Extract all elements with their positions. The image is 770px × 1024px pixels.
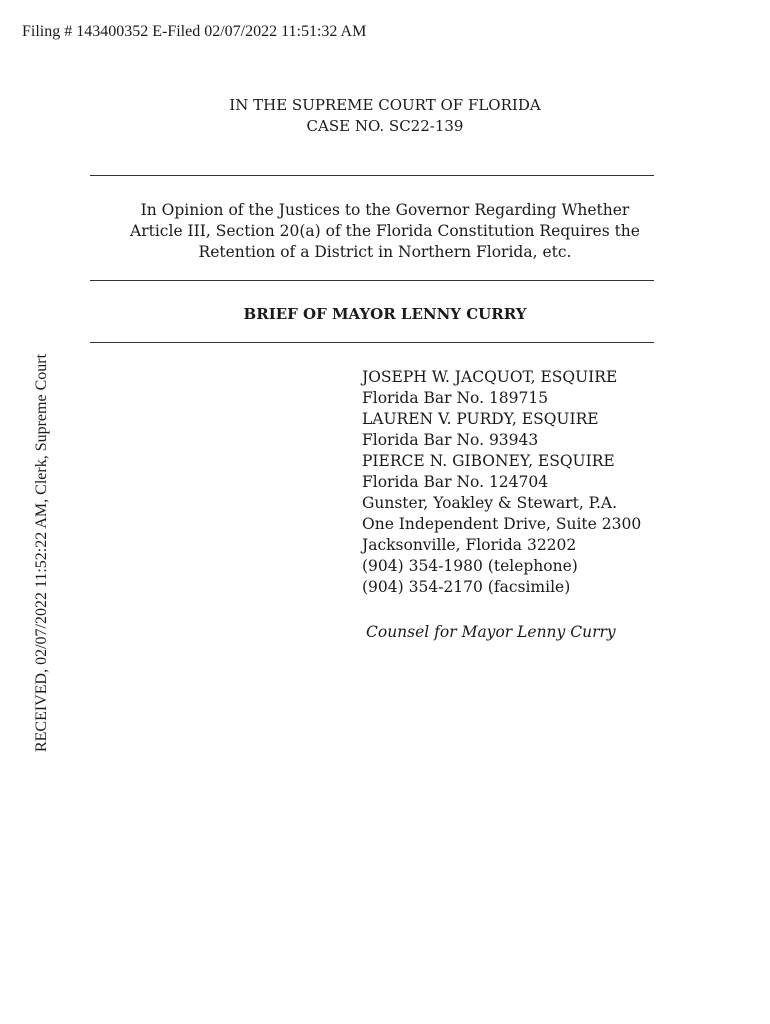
divider-rule-3: [90, 342, 654, 343]
counsel-for-label: Counsel for Mayor Lenny Curry: [366, 623, 616, 641]
counsel-signature-block: [362, 367, 641, 598]
bar-number: Florida Bar No. 189715: [362, 389, 549, 407]
divider-rule-1: [90, 175, 654, 176]
attorney-name: LAUREN V. PURDY, ESQUIRE: [362, 410, 599, 428]
firm-address-street: One Independent Drive, Suite 2300: [362, 515, 642, 533]
divider-rule-2: [90, 280, 654, 281]
attorney-name: JOSEPH W. JACQUOT, ESQUIRE: [362, 368, 618, 386]
telephone-number: (904) 354-1980 (telephone): [362, 557, 578, 575]
bar-number: Florida Bar No. 93943: [362, 431, 539, 449]
case-number: CASE NO. SC22-139: [306, 117, 464, 135]
facsimile-number: (904) 354-2170 (facsimile): [362, 578, 571, 596]
firm-name: Gunster, Yoakley & Stewart, P.A.: [362, 494, 618, 512]
case-title: [96, 200, 674, 263]
firm-address-city: Jacksonville, Florida 32202: [362, 536, 577, 554]
received-stamp: RECEIVED, 02/07/2022 11:52:22 AM, Clerk, Supreme Court: [33, 353, 50, 753]
case-title-line-2: Article III, Section 20(a) of the Florida Constitution Requires the: [130, 222, 640, 240]
court-name: IN THE SUPREME COURT OF FLORIDA: [229, 96, 541, 114]
court-heading: [90, 95, 680, 137]
attorney-name: PIERCE N. GIBONEY, ESQUIRE: [362, 452, 615, 470]
case-title-line-1: In Opinion of the Justices to the Governor Regarding Whether: [140, 201, 630, 219]
brief-title: BRIEF OF MAYOR LENNY CURRY: [243, 305, 527, 323]
bar-number: Florida Bar No. 124704: [362, 473, 549, 491]
case-title-line-3: Retention of a District in Northern Florida, etc.: [198, 243, 572, 261]
filing-header: Filing # 143400352 E-Filed 02/07/2022 11:51:32 AM: [22, 23, 367, 40]
